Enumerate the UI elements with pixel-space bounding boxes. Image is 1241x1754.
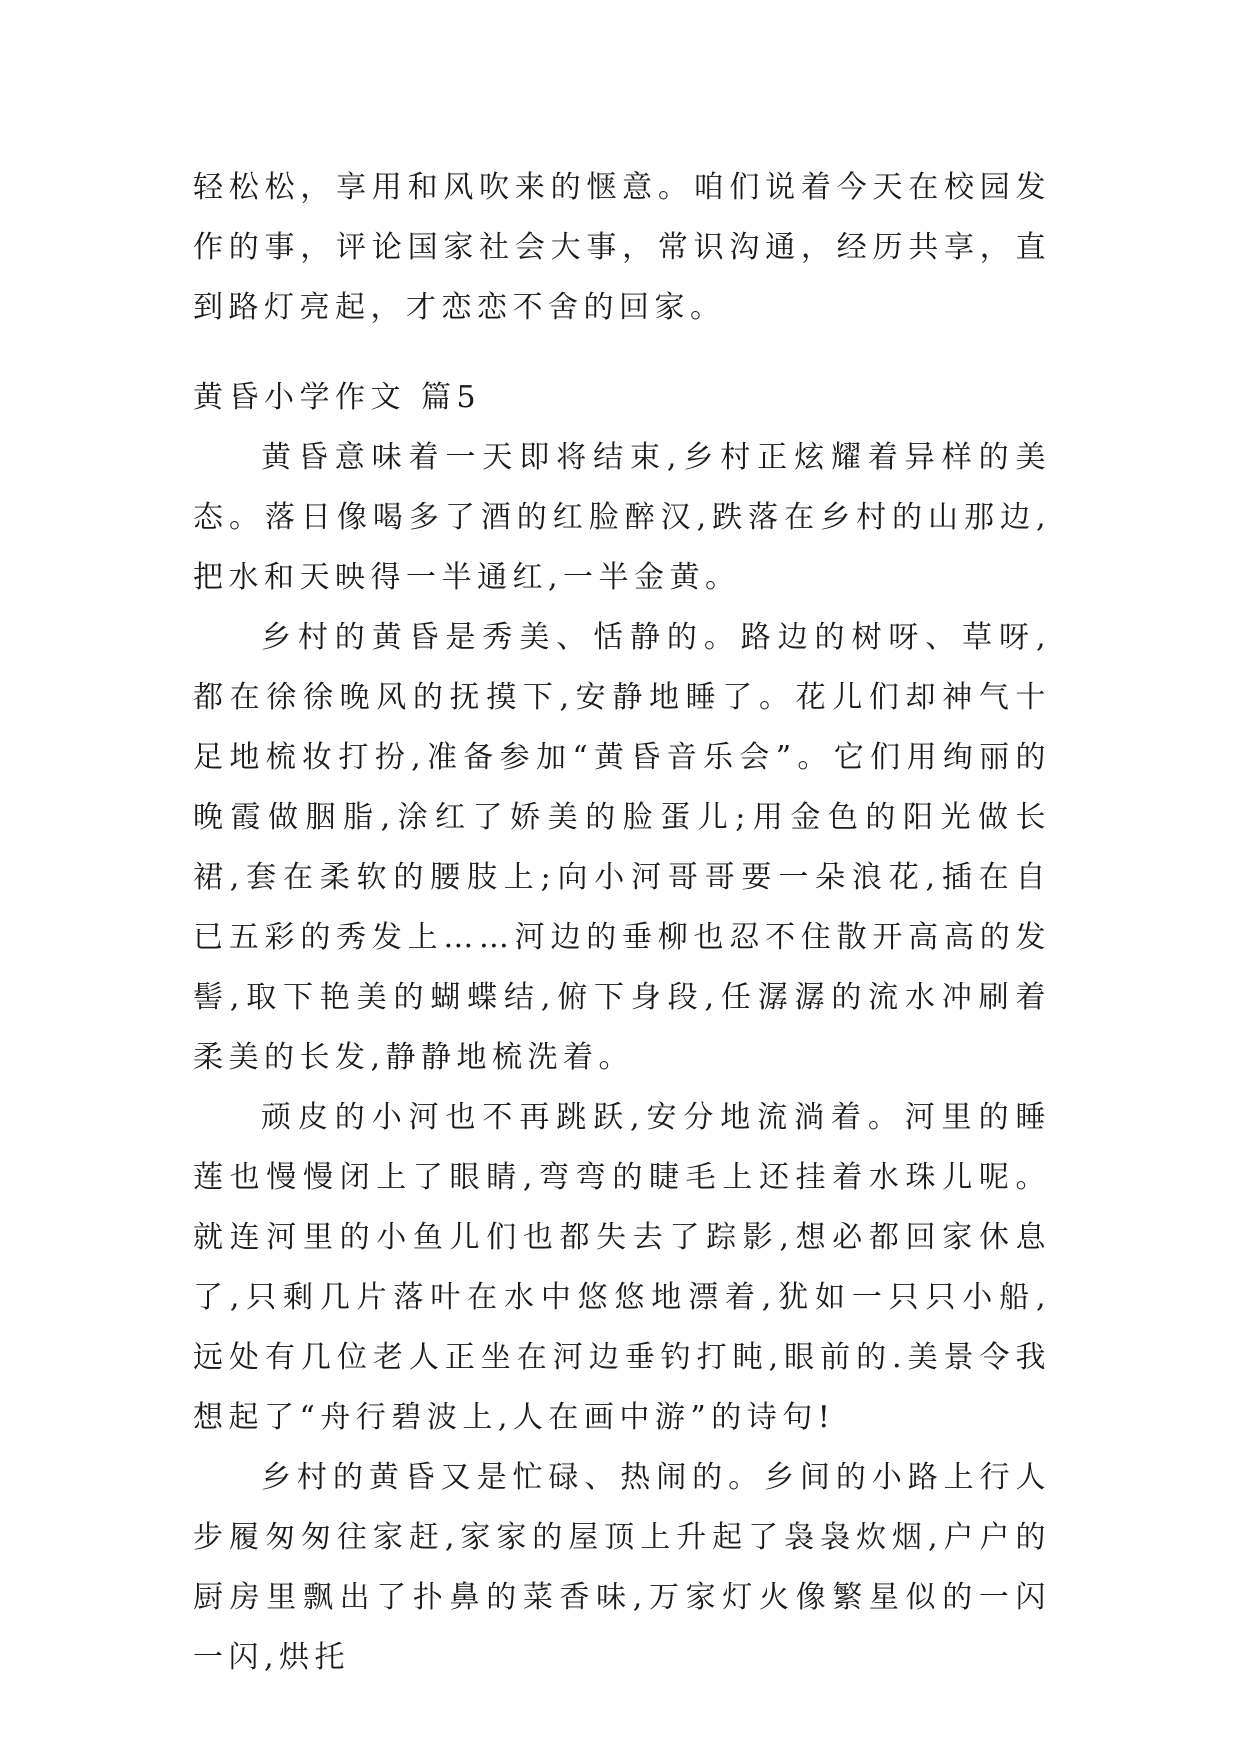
body-paragraph-2: 乡村的黄昏是秀美、恬静的。路边的树呀、草呀,都在徐徐晚风的抚摸下,安静地睡了。花儿们却神气十足地梳妆打扮,准备参加“黄昏音乐会”。它们用绚丽的晚霞做胭脂,涂红了娇美的脸蛋儿;用金色的阳光做长裙,套在柔软的腰肢上;向小河哥哥要一朵浪花,插在自已五彩的秀发上……河边的垂柳也忍不住散开高高的发髻,取下艳美的蝴蝶结,俯下身段,任潺潺的流水冲刷着柔美的长发,静静地梳洗着。	[193, 620, 1051, 1075]
document-page	[193, 158, 1051, 1688]
body-paragraph-3: 顽皮的小河也不再跳跃,安分地流淌着。河里的睡莲也慢慢闭上了眼睛,弯弯的睫毛上还挂着水珠儿呢。就连河里的小鱼儿们也都失去了踪影,想必都回家休息了,只剩几片落叶在水中悠悠地漂着,犹如一只只小船,远处有几位老人正坐在河边垂钓打盹,眼前的.美景令我想起了“舟行碧波上,人在画中游”的诗句!	[193, 1100, 1051, 1435]
section-title: 黄昏小学作文 篇5	[193, 380, 482, 415]
body-paragraph-4: 乡村的黄昏又是忙碌、热闹的。乡间的小路上行人步履匆匆往家赶,家家的屋顶上升起了袅袅炊烟,户户的厨房里飘出了扑鼻的菜香味,万家灯火像繁星似的一闪一闪,烘托	[193, 1460, 1051, 1675]
intro-paragraph: 轻松松，享用和风吹来的惬意。咱们说着今天在校园发作的事，评论国家社会大事，常识沟通，经历共享，直到路灯亮起，才恋恋不舍的回家。	[193, 170, 1051, 325]
body-paragraph-1: 黄昏意味着一天即将结束,乡村正炫耀着异样的美态。落日像喝多了酒的红脸醉汉,跌落在乡村的山那边,把水和天映得一半通红,一半金黄。	[193, 440, 1051, 595]
